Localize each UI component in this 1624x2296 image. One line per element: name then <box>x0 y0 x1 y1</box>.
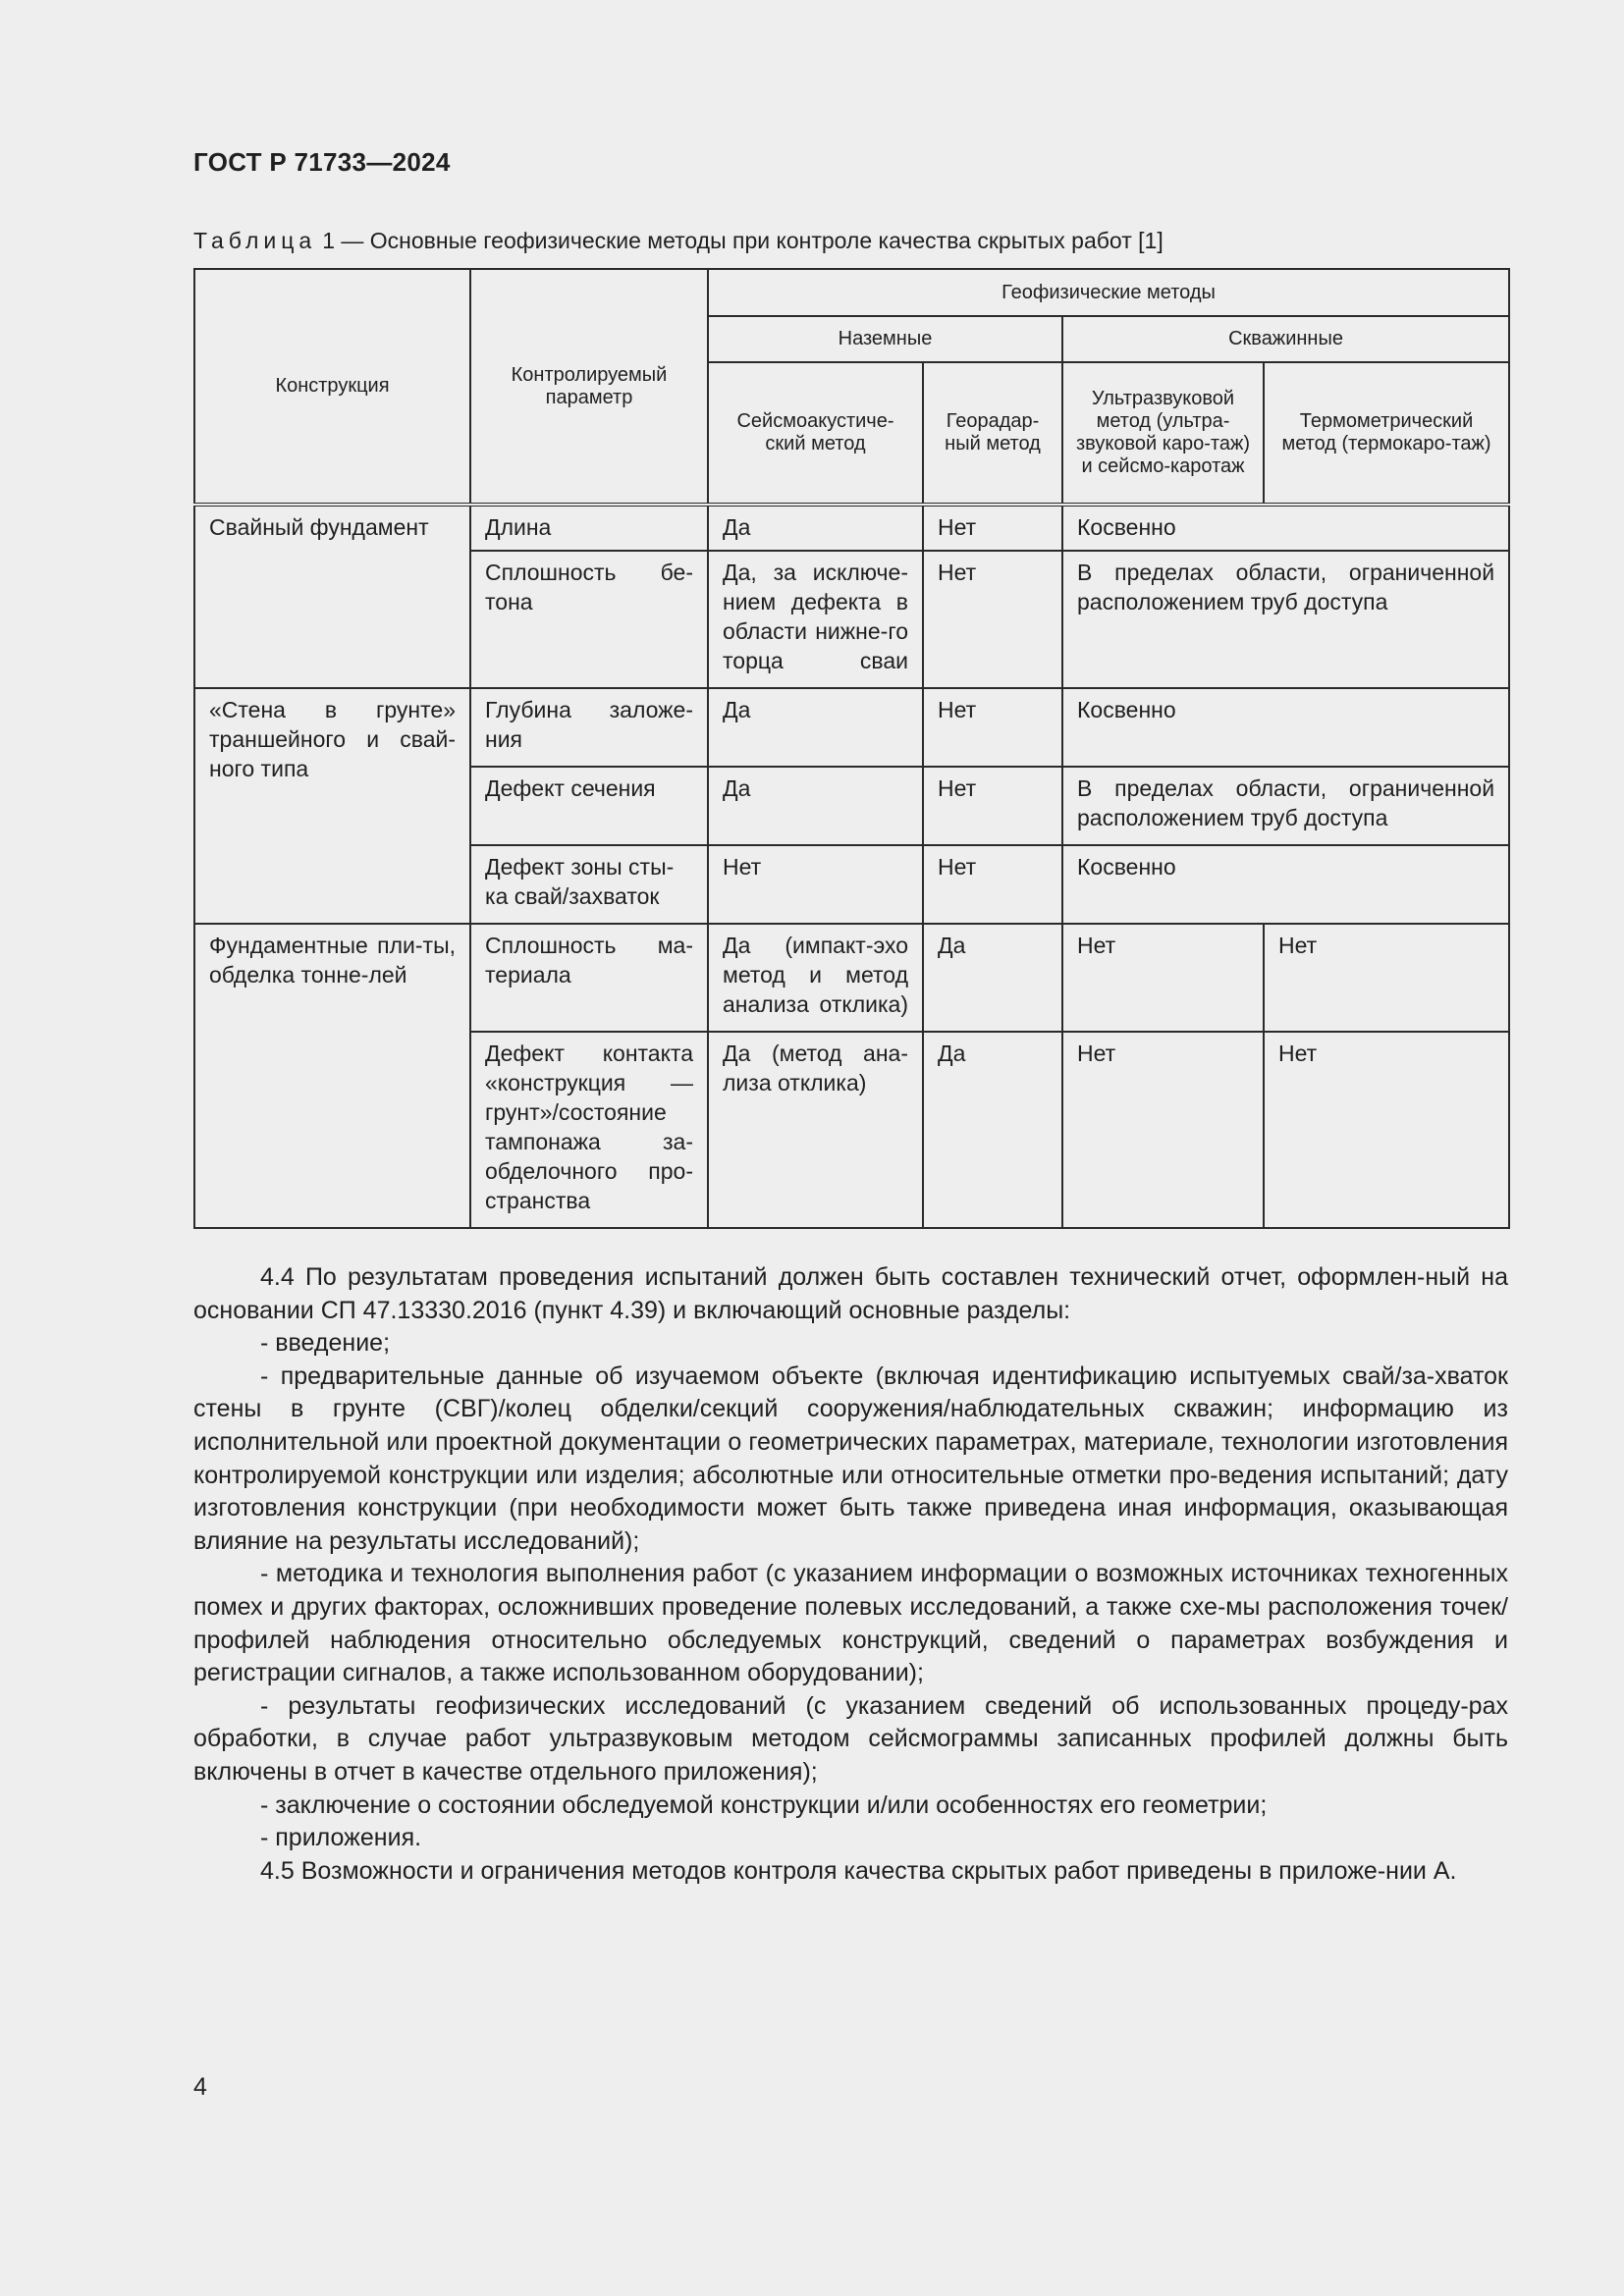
cell-georadar: Да <box>923 1032 1062 1228</box>
cell-georadar: Нет <box>923 551 1062 688</box>
cell-georadar: Нет <box>923 767 1062 845</box>
cell-georadar: Нет <box>923 688 1062 767</box>
paragraph-4-4: 4.4 По результатам проведения испытаний должен быть составлен технический отчет, оформлен-ный на основании СП 47.13330.2016 (пункт 4.39) и включающий основные разделы: <box>193 1263 1508 1324</box>
table-row <box>194 505 1509 551</box>
cell-borehole: Косвенно <box>1062 505 1509 551</box>
cell-georadar: Нет <box>923 505 1062 551</box>
header-ground: Наземные <box>708 316 1062 362</box>
page-number: 4 <box>193 2073 207 2101</box>
cell-seismoacoustic: Да <box>708 767 923 845</box>
cell-parameter: Длина <box>470 505 708 551</box>
cell-thermometric: Нет <box>1264 1032 1509 1228</box>
list-item: - методика и технология выполнения работ (с указанием информации о возможных источниках техногенных помех и других факторах, осложнивших проведение полевых исследований, а также схе-мы расположения точек/профилей наблюдения относительно обследуемых конструкций, сведений о параметрах возбуждения и регистрации сигналов, а также использованном оборудовании); <box>193 1560 1508 1687</box>
header-seismoacoustic: Сейсмоакустиче-ский метод <box>708 362 923 505</box>
list-item: - результаты геофизических исследований (с указанием сведений об использованных процеду-рах обработки, в случае работ ультразвуковым методом сейсмограммы записанных профилей должны быть включены в отчет в качестве отдельного приложения); <box>193 1691 1508 1786</box>
report-requirements-text <box>193 1261 1508 1888</box>
cell-seismoacoustic: Да <box>708 688 923 767</box>
header-parameter: Контролируемый параметр <box>470 269 708 505</box>
header-methods: Геофизические методы <box>708 269 1509 316</box>
cell-georadar: Нет <box>923 845 1062 924</box>
header-construction: Конструкция <box>194 269 470 505</box>
cell-ultrasonic: Нет <box>1062 1032 1264 1228</box>
header-thermometric: Термометрический метод (термокаро-таж) <box>1264 362 1509 505</box>
header-georadar: Георадар-ный метод <box>923 362 1062 505</box>
cell-borehole: В пределах области, ограниченной расположением труб доступа <box>1062 767 1509 845</box>
cell-seismoacoustic: Да <box>708 505 923 551</box>
document-header: ГОСТ Р 71733—2024 <box>193 147 451 177</box>
cell-parameter: Глубина заложе-ния <box>470 688 708 767</box>
list-item: - предварительные данные об изучаемом объекте (включая идентификацию испытуемых свай/за-хваток стены в грунте (СВГ)/колец обделки/секций сооружения/наблюдательных скважин; информацию из исполнительной или проектной документации о геометрических параметрах, материале, технологии изготовления контролируемой конструкции или изделия; абсолютные или относительные отметки про-ведения испытаний; дату изготовления конструкции (при необходимости может быть также приведена иная информация, оказывающая влияние на результаты исследований); <box>193 1362 1508 1555</box>
cell-parameter: Дефект зоны сты-ка свай/захваток <box>470 845 708 924</box>
table-row <box>194 688 1509 767</box>
cell-parameter: Дефект контакта «конструкция — грунт»/состояние тампонажа за-обделочного про-странства <box>470 1032 708 1228</box>
cell-construction: Свайный фундамент <box>194 505 470 688</box>
header-ultrasonic: Ультразвуковой метод (ультра-звуковой каро-таж) и сейсмо-каротаж <box>1062 362 1264 505</box>
table-row <box>194 924 1509 1032</box>
cell-borehole: Косвенно <box>1062 845 1509 924</box>
list-item: - заключение о состоянии обследуемой конструкции и/или особенностях его геометрии; <box>260 1790 1268 1819</box>
cell-georadar: Да <box>923 924 1062 1032</box>
cell-seismoacoustic: Да (метод ана-лиза отклика) <box>708 1032 923 1228</box>
list-item: - приложения. <box>260 1824 422 1852</box>
paragraph-4-5: 4.5 Возможности и ограничения методов контроля качества скрытых работ приведены в приложе-нии А. <box>260 1856 1457 1885</box>
list-item: - введение; <box>260 1329 391 1358</box>
cell-parameter: Сплошность ма-териала <box>470 924 708 1032</box>
cell-construction: Фундаментные пли-ты, обделка тонне-лей <box>194 924 470 1228</box>
cell-parameter: Дефект сечения <box>470 767 708 845</box>
cell-seismoacoustic: Нет <box>708 845 923 924</box>
table-caption <box>193 226 1164 255</box>
table-caption-prefix: Таблица <box>193 228 317 253</box>
cell-parameter: Сплошность бе-тона <box>470 551 708 688</box>
cell-borehole: Косвенно <box>1062 688 1509 767</box>
cell-construction: «Стена в грунте» траншейного и свай-ного типа <box>194 688 470 924</box>
cell-seismoacoustic: Да (импакт-эхо метод и метод анализа отклика) <box>708 924 923 1032</box>
table-caption-text: 1 — Основные геофизические методы при контроле качества скрытых работ [1] <box>322 228 1164 253</box>
cell-ultrasonic: Нет <box>1062 924 1264 1032</box>
header-borehole: Скважинные <box>1062 316 1509 362</box>
cell-borehole: В пределах области, ограниченной расположением труб доступа <box>1062 551 1509 688</box>
cell-thermometric: Нет <box>1264 924 1509 1032</box>
geophysical-methods-table <box>193 268 1510 1229</box>
cell-seismoacoustic: Да, за исключе-нием дефекта в области нижне-го торца сваи <box>708 551 923 688</box>
